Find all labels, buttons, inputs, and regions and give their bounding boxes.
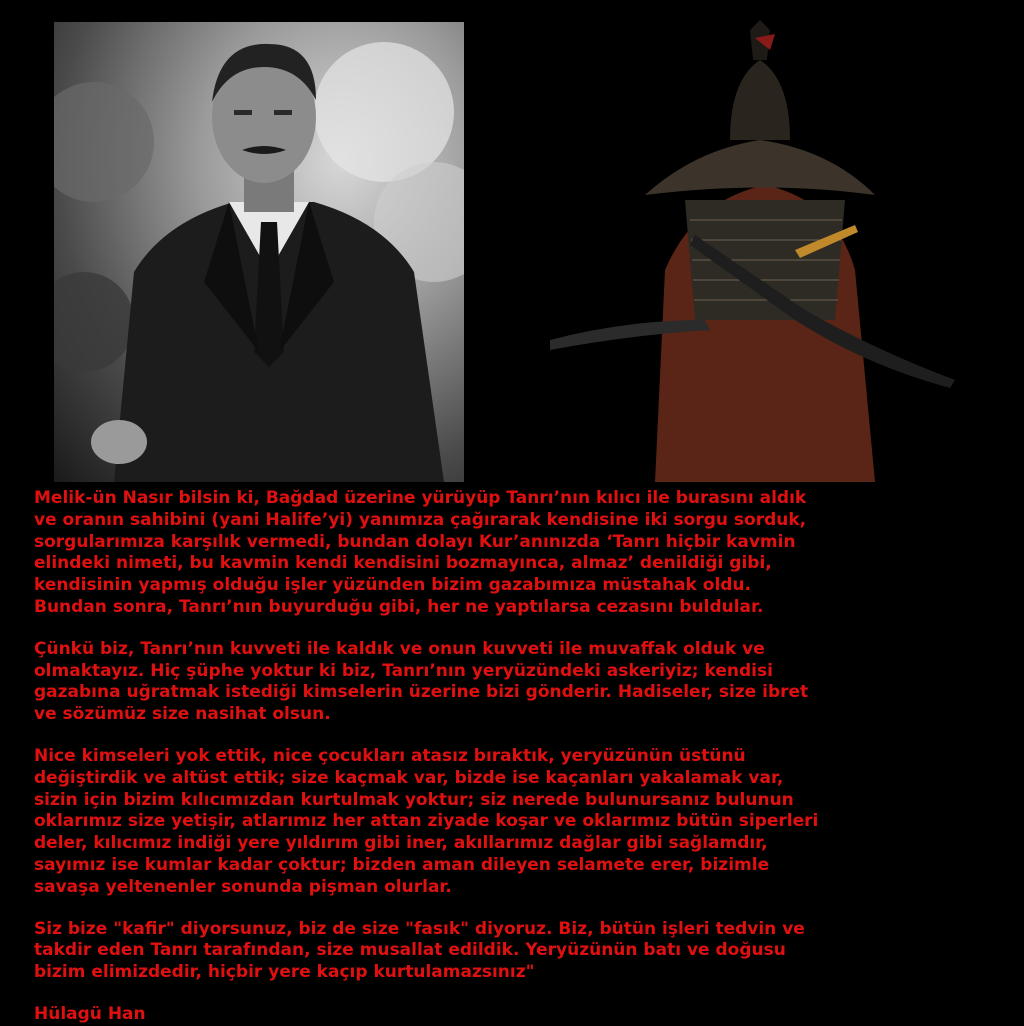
warrior-illustration xyxy=(545,20,965,482)
letter-text xyxy=(34,488,1004,1026)
paragraph-1: Melik-ün Nasır bilsin ki, Bağdad üzerine yürüyüp Tanrı’nın kılıcı ile burasını aldık ve oranın sahibini (yani Halife’yi) yanımıza çağırarak kendisine iki sorgu sorduk, sorgularımıza karşılık vermedi, bundan dolayı Kur’anınızda ‘Tanrı hiçbir kavmin elindeki nimeti, bu kavmin kendi kendisini bozmayınca, almaz’ denildiği gibi, kendisinin yapmış olduğu işler yüzünden bizim gazabımıza müstahak oldu. Bundan sonra, Tanrı’nın buyurduğu gibi, her ne yaptılarsa cezasını buldular. xyxy=(34,488,807,617)
warrior-photo xyxy=(545,20,965,482)
paragraph-4: Siz bize "kafir" diyorsunuz, biz de size "fasık" diyoruz. Biz, bütün işleri tedvin ve takdir eden Tanrı tarafından, size musallat edildik. Yeryüzünün batı ve doğusu bizim elimizdedir, hiçbir yere kaçıp kurtulamazsınız" xyxy=(34,918,805,983)
paragraph-3: Nice kimseleri yok ettik, nice çocukları atasız bıraktık, yeryüzünün üstünü değiştirdik ve altüst ettik; size kaçmak var, bizde ise kaçanları yakalamak var, sizin için bizim kılıcımızdan kurtulmak yoktur; siz nerede bulunursanız bulunun oklarımız size yetişir, atlarımız her attan ziyade koşar ve oklarımız bütün siperleri deler, kılıcımız indiği yere yıldırım gibi iner, akıllarımız dağlar gibi sağlamdır, sayımız ise kumlar kadar çoktur; bizden aman dileyen selamete erer, bizimle savaşa yeltenenler sonunda pişman olurlar. xyxy=(34,745,819,897)
signature: Hülagü Han xyxy=(34,1003,146,1024)
portrait-photo xyxy=(54,22,464,482)
portrait-illustration xyxy=(54,22,464,482)
paragraph-2: Çünkü biz, Tanrı’nın kuvveti ile kaldık ve onun kuvveti ile muvaffak olduk ve olmaktayız. Hiç şüphe yoktur ki biz, Tanrı’nın yeryüzündeki askeriyiz; kendisi gazabına uğratmak istediği kimselerin üzerine bizi gönderir. Hadiseler, size ibret ve sözümüz size nasihat olsun. xyxy=(34,638,809,725)
